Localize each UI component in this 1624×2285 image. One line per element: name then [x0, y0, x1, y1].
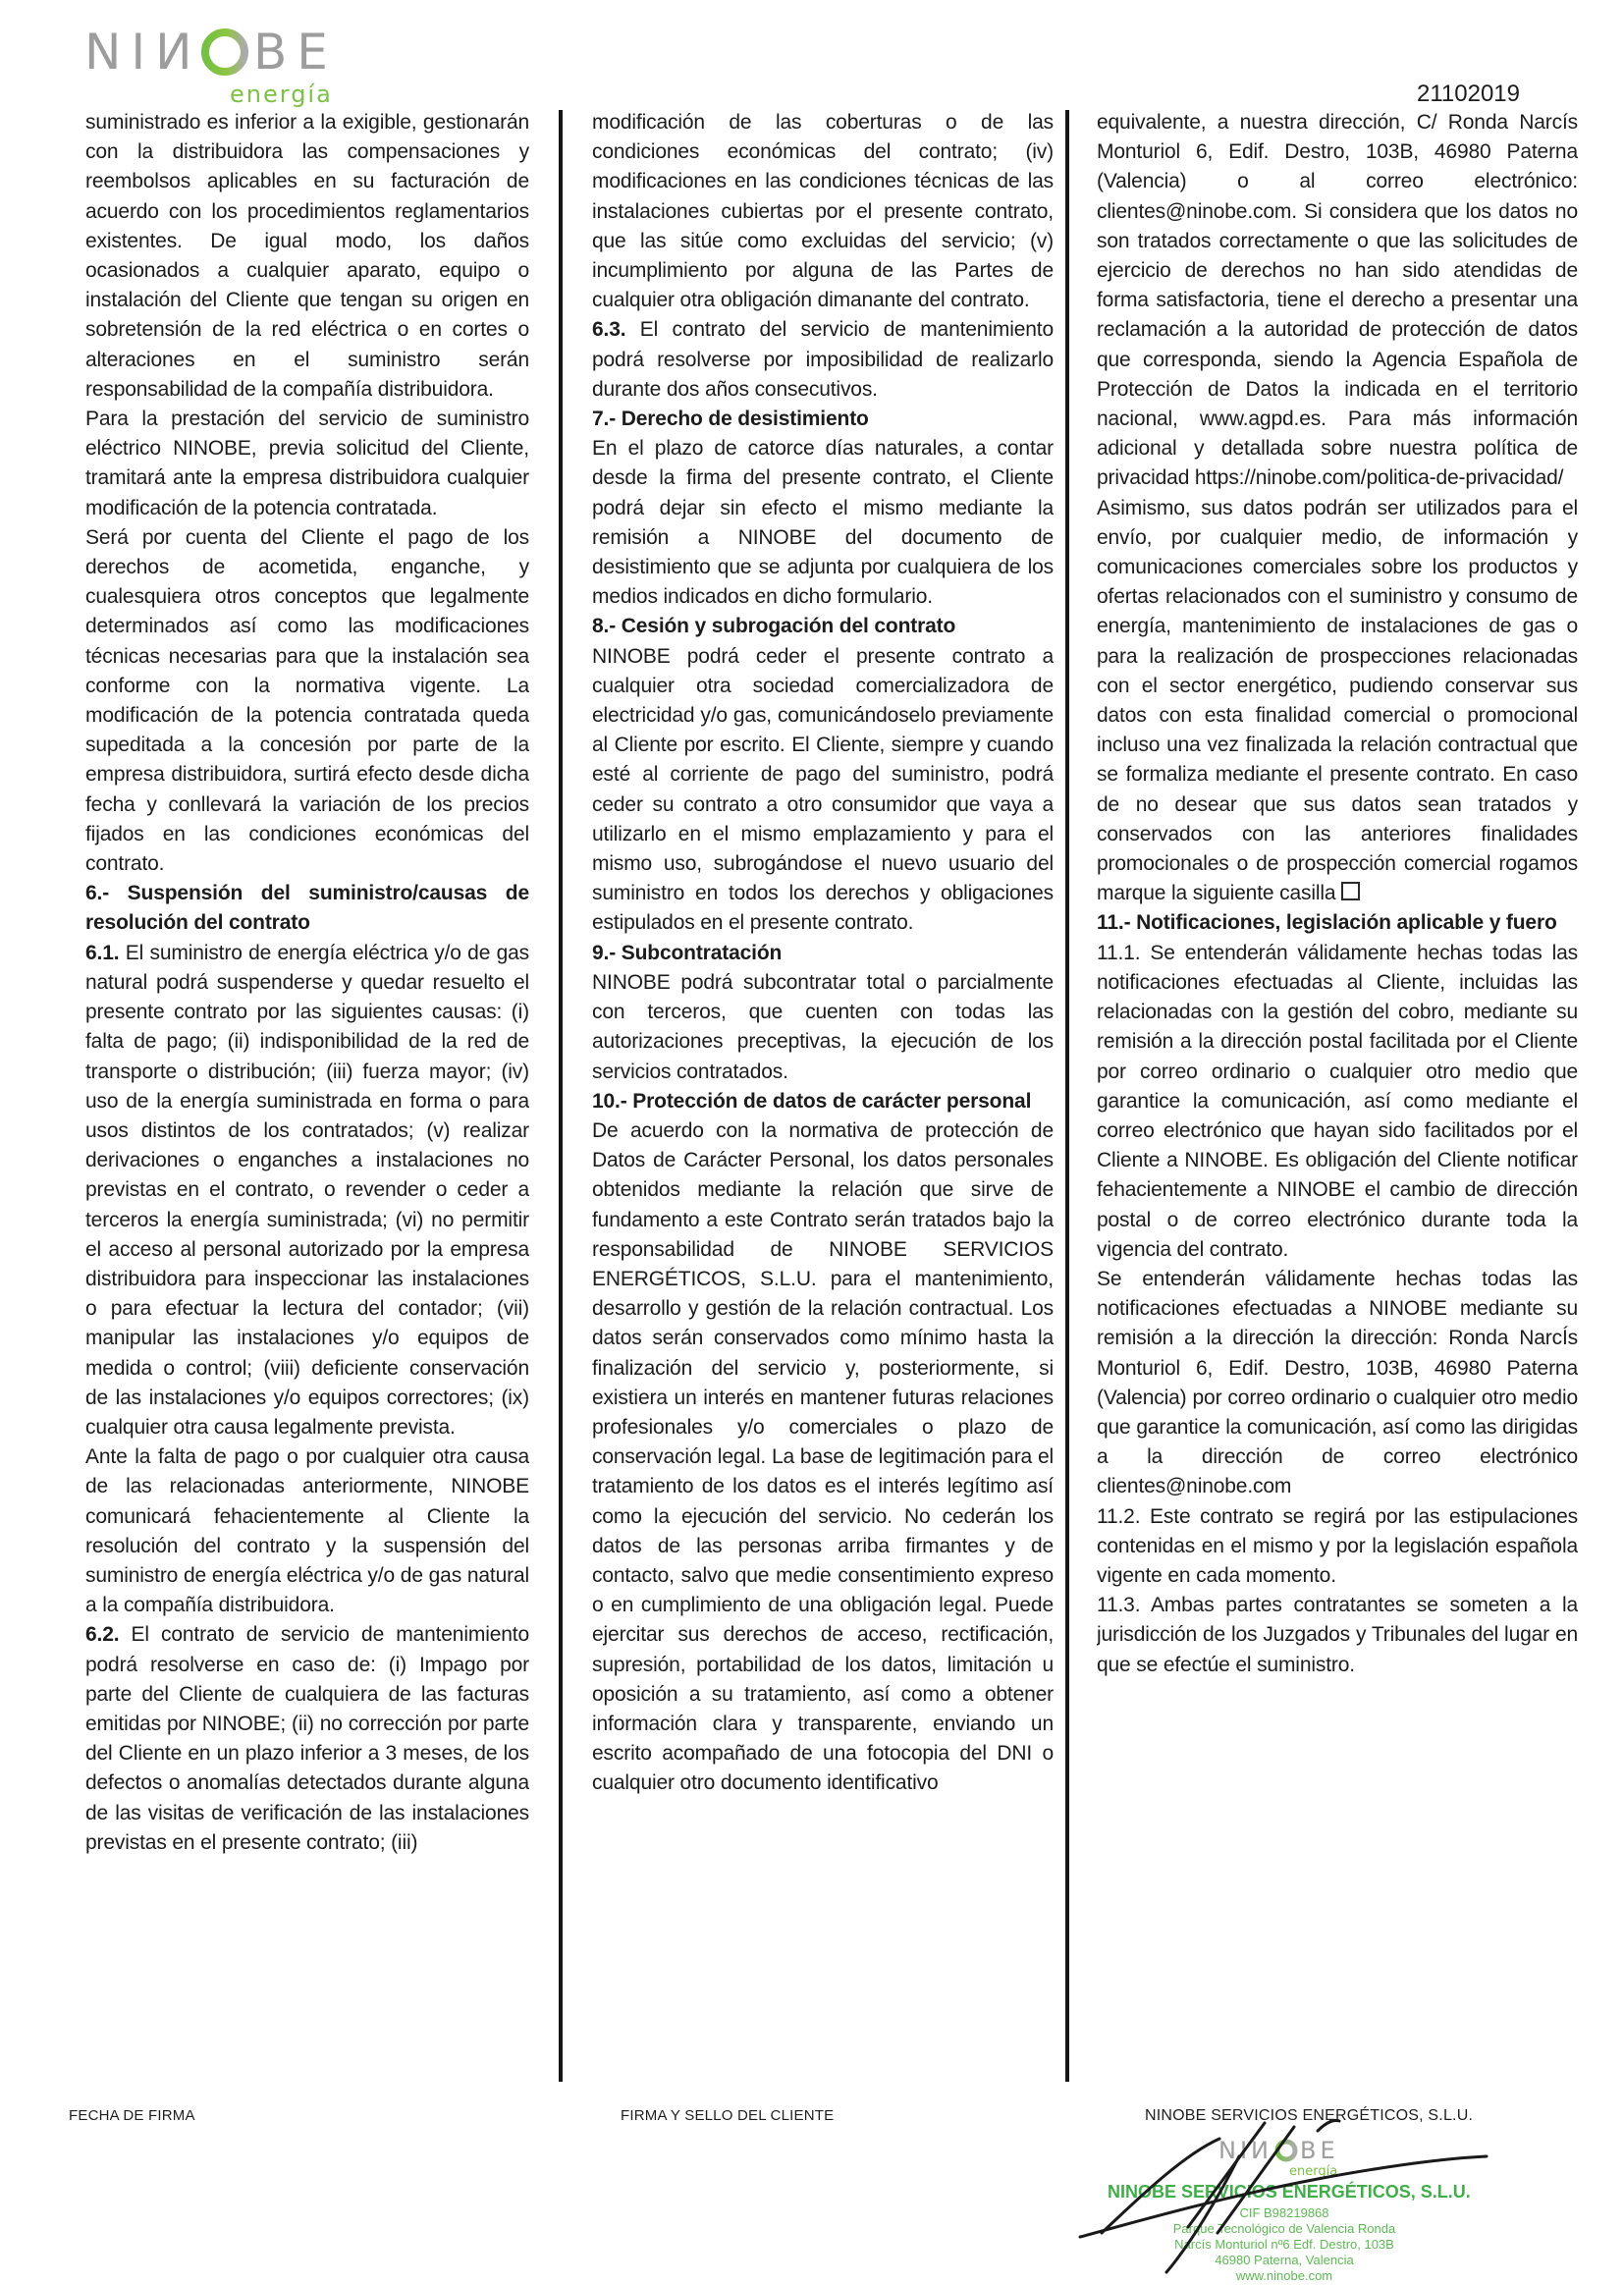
paragraph: Ante la falta de pago o por cualquier otra causa de las relacionadas anteriormente, NINOBE comunicará fehacientemente al Cliente la resolución del contrato y la suspensión del suministro de energía eléctrica y/o de gas natural a la compañía distribuidora.: [85, 1445, 529, 1617]
paragraph: 11.2. Este contrato se regirá por las estipulaciones contenidas en el mismo y por la legislación española vigente en cada momento.: [1097, 1504, 1578, 1587]
paragraph: equivalente, a nuestra dirección, C/ Ronda Narcís Monturiol 6, Edif. Destro, 103B, 46980 Paterna (Valencia) o al correo electrónico: clientes@ninobe.com. Si considera que los datos no son tratados correctamente o que las solicitudes de ejercicio de derechos no han sido atendidas de forma satisfactoria, tiene el derecho a presentar una reclamación a la autoridad de protección de datos que corresponda, siendo la Agencia Española de Protección de Datos la indicada en el territorio nacional, www.agpd.es. Para más información adicional y detallada sobre nuestra política de privacidad https://ninobe.com/politica-de-privacidad/: [1097, 111, 1578, 490]
paragraph: NINOBE podrá subcontratar total o parcialmente con terceros, que cuenten con todas las autorizaciones preceptivas, la ejecución de los servicios contratados.: [592, 970, 1054, 1083]
paragraph: En el plazo de catorce días naturales, a contar desde la firma del presente contrato, el Cliente podrá dejar sin efecto el mismo mediante la remisión a NINOBE del documento de desistimiento que se adjunta por cualquiera de los medios indicados en dicho formulario.: [592, 437, 1054, 609]
stamp-address-line: www.ninobe.com: [1235, 2268, 1333, 2283]
paragraph: Para la prestación del servicio de suministro eléctrico NINOBE, previa solicitud del Cliente, tramitará ante la empresa distribuidora cualquier modificación de la potencia contratada.: [85, 408, 529, 519]
stamp-logo-subtitle: energía: [1289, 2164, 1338, 2179]
paragraph: NINOBE podrá ceder el presente contrato a cualquier otra sociedad comercializadora de electricidad y/o gas, comunicándoselo previamente al Cliente por escrito. El Cliente, siempre y cuando esté al corriente de pago del suministro, podrá ceder su contrato a otro consumidor que vaya a utilizarlo en el mismo emplazamiento y para el mismo uso, subrogándose el nuevo usuario del suministro en todos los derechos y obligaciones estipulados en el presente contrato.: [592, 644, 1054, 935]
paragraph: 6.1. El suministro de energía eléctrica y/o de gas natural podrá suspenderse y quedar resuelto el presente contrato por las siguientes causas: (i) falta de pago; (ii) indisponibilidad de la red de transporte o distribución; (iii) fuerza mayor; (iv) uso de la energía suministrada en forma o para usos distintos de los contratados; (v) realizar derivaciones o enganches a instalaciones no previstas en el contrato, o revender o ceder a terceros la energía suministrada; (vi) no permitir el acceso al personal autorizado por la empresa distribuidora para inspeccionar las instalaciones o para efectuar la lectura del contador; (vii) manipular las instalaciones y/o equipos de medida o control; (viii) deficiente conservación de las instalaciones y/o equipos correctores; (ix) cualquier otra causa legalmente prevista.: [85, 941, 529, 1439]
paragraph: suministrado es inferior a la exigible, gestionarán con la distribuidora las compensaciones y reembolsos aplicables en su facturación de acuerdo con los procedimientos reglamentarios existentes. De igual modo, los daños ocasionados a cualquier aparato, equipo o instalación del Cliente que tengan su origen en sobretensión de la red eléctrica o en cortes o alteraciones en el suministro serán responsabilidad de la compañía distribuidora.: [85, 111, 529, 401]
section-heading: 10.- Protección de datos de carácter personal: [592, 1089, 1032, 1113]
paragraph: 6.3. El contrato del servicio de mantenimiento podrá resolverse por imposibilidad de realizarlo durante dos años consecutivos.: [592, 318, 1054, 401]
logo-o-ring-icon: [205, 32, 244, 72]
paragraph: 6.2. El contrato de servicio de mantenimiento podrá resolverse en caso de: (i) Impago por parte del Cliente de cualquiera de las facturas emitidas por NINOBE; (ii) no corrección por parte del Cliente en un plazo inferior a 3 meses, de los defectos o anomalías detectados durante alguna de las visitas de verificación de las instalaciones previstas en el presente contrato; (iii): [85, 1623, 529, 1854]
section-heading: 7.- Derecho de desistimiento: [592, 408, 869, 431]
section-heading: 6.- Suspensión del suministro/causas de resolución del contrato: [85, 882, 529, 935]
text-column-3: [1097, 108, 1578, 2103]
signature-date-label: FECHA DE FIRMA: [69, 2107, 195, 2124]
paragraph: De acuerdo con la normativa de protección de Datos de Carácter Personal, los datos personales obtenidos mediante la relación que sirve de fundamento a este Contrato serán tratados bajo la responsabilidad de NINOBE SERVICIOS ENERGÉTICOS, S.L.U. para el mantenimiento, desarrollo y gestión de la relación contractual. Los datos serán conservados como mínimo hasta la finalización del servicio y, posteriormente, si existiera un interés en mantener futuras relaciones profesionales y/o comerciales o plazo de conservación legal. La base de legitimación para el tratamiento de los datos es el interés legítimo así como la ejecución del servicio. No cederán los datos de las personas arriba firmantes y de contacto, salvo que medie consentimiento expreso o en cumplimiento de una obligación legal. Puede ejercitar sus derechos de acceso, rectificación, supresión, portabilidad de los datos, limitación u oposición a su tratamiento, así como a obtener información clara y transparente, enviando un escrito acompañado de una fotocopia del DNI o cualquier otro documento identificativo: [592, 1118, 1054, 1795]
stamp-company-name: NINOBE SERVICIOS ENERGÉTICOS, S.L.U.: [1108, 2182, 1471, 2202]
document-date: 21102019: [1417, 81, 1520, 107]
section-heading: 9.- Subcontratación: [592, 941, 783, 964]
stamp-address-line: 46980 Paterna, Valencia: [1215, 2253, 1354, 2267]
company-signature-label: NINOBE SERVICIOS ENERGÉTICOS, S.L.U.: [1145, 2107, 1474, 2124]
stamp-address-line: Narcís Monturiol nº6 Edf. Destro, 103B: [1174, 2237, 1394, 2252]
logo-letters-post: BE: [253, 24, 338, 81]
paragraph: Será por cuenta del Cliente el pago de los derechos de acometida, enganche, y cualesquiera otros conceptos que legalmente determinados así como las modificaciones técnicas necesarias para que la instalación sea conforme con la normativa vigente. La modificación de la potencia contratada queda supeditada a la concesión por parte de la empresa distribuidora, surtirá efecto desde dicha fecha y conllevará la variación de los precios fijados en las condiciones económicas del contrato.: [85, 525, 529, 876]
paragraph: Asimismo, sus datos podrán ser utilizados para el envío, por cualquier medio, de información y comunicaciones comerciales sobre los productos y ofertas relacionados con el suministro y consumo de energía, mantenimiento de instalaciones de gas o para la realización de prospecciones relacionadas con el sector energético, pudiendo conservar sus datos con esta finalidad comercial o promocional incluso una vez finalizada la relación contractual que se formaliza mediante el presente contrato. En caso de no desear que sus datos sean tratados y conservados con las anteriores finalidades promocionales o de prospección comercial rogamos marque la siguiente casilla: [1097, 496, 1578, 905]
consent-checkbox[interactable]: [1341, 882, 1360, 900]
section-heading: 11.- Notificaciones, legislación aplicable y fuero: [1097, 911, 1557, 935]
logo-subtitle: energía: [230, 81, 333, 108]
paragraph: 11.1. Se entenderán válidamente hechas todas las notificaciones efectuadas al Cliente, incluidas las relacionadas con la gestión del cobro, mediante su remisión a la dirección postal facilitada por el Cliente por correo ordinario o cualquier otro medio que garantice la comunicación, así como mediante el correo electrónico que hayan sido facilitados por el Cliente a NINOBE. Es obligación del Cliente notificar fehacientemente a NINOBE el cambio de dirección postal o de correo electrónico durante toda la vigencia del contrato.: [1097, 941, 1578, 1261]
client-signature-label: FIRMA Y SELLO DEL CLIENTE: [621, 2107, 835, 2124]
paragraph: modificación de las coberturas o de las condiciones económicas del contrato; (iv) modificaciones en las condiciones técnicas de las instalaciones cubiertas por el presente contrato, que las sitúe como excluidas del servicio; (v) incumplimiento por alguna de las Partes de cualquier otra obligación dimanante del contrato.: [592, 111, 1054, 312]
paragraph: Se entenderán válidamente hechas todas las notificaciones efectuadas a NINOBE mediante su remisión a la dirección la dirección: Ronda NarcÍs Monturiol 6, Edif. Destro, 103B, 46980 Paterna (Valencia) por correo ordinario o cualquier otro medio que garantice la comunicación, así como las dirigidas a la dirección de correo electrónico clientes@ninobe.com: [1097, 1267, 1578, 1498]
ninobe-logo: [84, 18, 345, 113]
paragraph: 11.3. Ambas partes contratantes se someten a la jurisdicción de los Juzgados y Tribunales del lugar en que se efectúe el suministro.: [1097, 1594, 1578, 1676]
text-column-1: [85, 108, 529, 2103]
column-divider-1: [559, 110, 563, 2082]
column-divider-2: [1065, 110, 1069, 2082]
logo-letters-pre: NIИ: [84, 24, 202, 81]
stamp-logo-letters-post: BE: [1300, 2137, 1339, 2164]
ninobe-logo-graphic: [84, 18, 345, 108]
signature: [1072, 2117, 1494, 2274]
text-column-2: [592, 108, 1054, 2103]
stamp-address-line: CIF B98219868: [1239, 2205, 1329, 2220]
stamp-address-line: Parque Tecnológico de Valencia Ronda: [1172, 2221, 1396, 2236]
section-heading: 8.- Cesión y subrogación del contrato: [592, 615, 956, 638]
stamp-logo-letters-pre: NIИ: [1218, 2137, 1272, 2164]
